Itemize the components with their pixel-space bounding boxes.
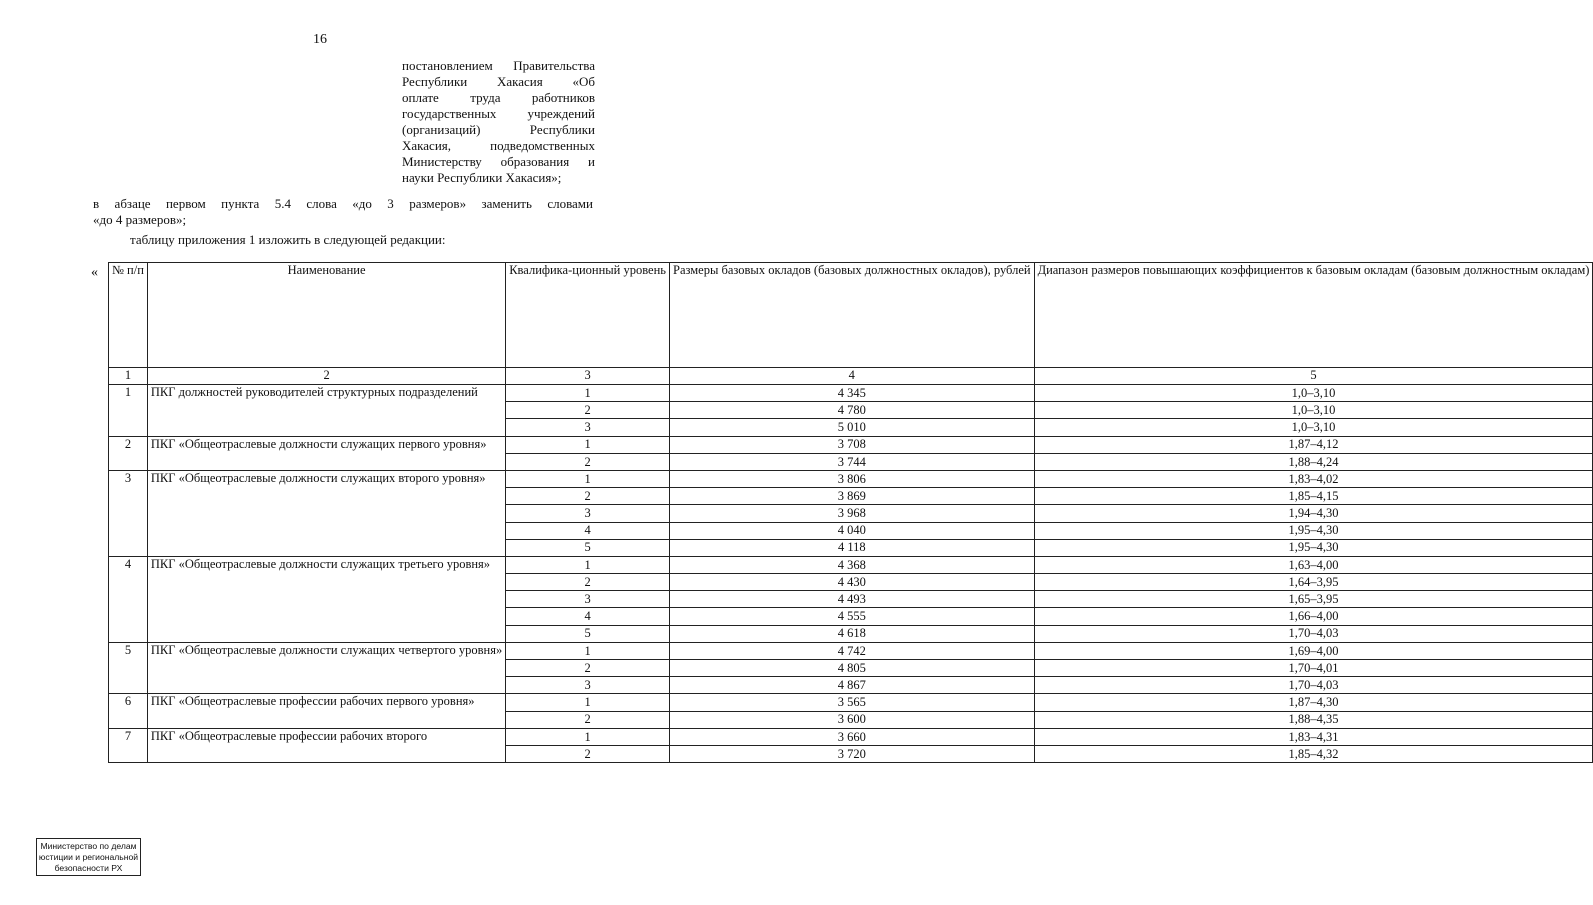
base-salary: 3 968 xyxy=(670,505,1035,522)
coefficient-range: 1,65–3,95 xyxy=(1034,591,1593,608)
group-name: ПКГ «Общеотраслевые профессии рабочих второго xyxy=(147,728,505,762)
header-level: Квалифика-ционный уровень xyxy=(506,263,670,368)
table-row xyxy=(109,694,1593,711)
coefficient-range: 1,87–4,30 xyxy=(1034,694,1593,711)
qualification-level: 1 xyxy=(506,385,670,402)
group-number: 3 xyxy=(109,470,148,556)
base-salary: 4 368 xyxy=(670,556,1035,573)
table-row xyxy=(109,642,1593,659)
decree-reference-line: Республики Хакасия «Об xyxy=(402,74,595,89)
base-salary: 3 708 xyxy=(670,436,1035,453)
qualification-level: 1 xyxy=(506,470,670,487)
coefficient-range: 1,95–4,30 xyxy=(1034,539,1593,556)
base-salary: 4 805 xyxy=(670,660,1035,677)
base-salary: 4 555 xyxy=(670,608,1035,625)
decree-reference-line: Хакасия, подведомственных xyxy=(402,138,595,153)
base-salary: 4 618 xyxy=(670,625,1035,642)
group-number: 2 xyxy=(109,436,148,470)
table-row xyxy=(109,556,1593,573)
qualification-level: 4 xyxy=(506,608,670,625)
group-number: 1 xyxy=(109,385,148,437)
coefficient-range: 1,0–3,10 xyxy=(1034,402,1593,419)
table-intro-paragraph: таблицу приложения 1 изложить в следующей редакции: xyxy=(130,232,446,247)
coefficient-range: 1,70–4,03 xyxy=(1034,625,1593,642)
table-header-row xyxy=(109,263,1593,368)
coefficient-range: 1,64–3,95 xyxy=(1034,574,1593,591)
header-range: Диапазон размеров повышающих коэффициентов к базовым окладам (базовым должностным окладам) xyxy=(1034,263,1593,368)
qualification-level: 3 xyxy=(506,419,670,436)
page-number: 16 xyxy=(313,32,327,47)
group-name: ПКГ «Общеотраслевые должности служащих третьего уровня» xyxy=(147,556,505,642)
qualification-level: 1 xyxy=(506,436,670,453)
decree-reference-line: Министерству образования и xyxy=(402,154,595,169)
coefficient-range: 1,63–4,00 xyxy=(1034,556,1593,573)
base-salary: 3 869 xyxy=(670,488,1035,505)
base-salary: 4 780 xyxy=(670,402,1035,419)
qualification-level: 1 xyxy=(506,642,670,659)
group-name: ПКГ «Общеотраслевые должности служащих четвертого уровня» xyxy=(147,642,505,694)
base-salary: 4 430 xyxy=(670,574,1035,591)
coefficient-range: 1,83–4,31 xyxy=(1034,728,1593,745)
coefficient-range: 1,85–4,32 xyxy=(1034,745,1593,762)
qualification-level: 2 xyxy=(506,488,670,505)
coefficient-range: 1,87–4,12 xyxy=(1034,436,1593,453)
qualification-level: 2 xyxy=(506,711,670,728)
decree-reference-line: постановлением Правительства xyxy=(402,58,595,73)
table-row xyxy=(109,470,1593,487)
group-name: ПКГ должностей руководителей структурных подразделений xyxy=(147,385,505,437)
base-salary: 4 345 xyxy=(670,385,1035,402)
coefficient-range: 1,0–3,10 xyxy=(1034,419,1593,436)
qualification-level: 1 xyxy=(506,694,670,711)
qualification-level: 5 xyxy=(506,625,670,642)
base-salary: 5 010 xyxy=(670,419,1035,436)
table-row xyxy=(109,436,1593,453)
column-number: 3 xyxy=(506,368,670,385)
coefficient-range: 1,83–4,02 xyxy=(1034,470,1593,487)
base-salary: 3 660 xyxy=(670,728,1035,745)
group-number: 5 xyxy=(109,642,148,694)
coefficient-range: 1,0–3,10 xyxy=(1034,385,1593,402)
table-row xyxy=(109,385,1593,402)
coefficient-range: 1,85–4,15 xyxy=(1034,488,1593,505)
base-salary: 4 742 xyxy=(670,642,1035,659)
base-salary: 4 118 xyxy=(670,539,1035,556)
base-salary: 4 493 xyxy=(670,591,1035,608)
amendment-paragraph-line: «до 4 размеров»; xyxy=(93,212,187,227)
header-num: № п/п xyxy=(109,263,148,368)
base-salary: 3 806 xyxy=(670,470,1035,487)
qualification-level: 2 xyxy=(506,745,670,762)
qualification-level: 3 xyxy=(506,505,670,522)
decree-reference-line: государственных учреждений xyxy=(402,106,595,121)
group-number: 7 xyxy=(109,728,148,762)
qualification-level: 1 xyxy=(506,556,670,573)
coefficient-range: 1,95–4,30 xyxy=(1034,522,1593,539)
column-number-row xyxy=(109,368,1593,385)
header-size: Размеры базовых окладов (базовых должностных окладов), рублей xyxy=(670,263,1035,368)
header-name: Наименование xyxy=(147,263,505,368)
qualification-level: 2 xyxy=(506,660,670,677)
amendment-paragraph-line: в абзаце первом пункта 5.4 слова «до 3 размеров» заменить словами xyxy=(93,196,593,211)
coefficient-range: 1,88–4,35 xyxy=(1034,711,1593,728)
qualification-level: 3 xyxy=(506,591,670,608)
base-salary: 3 720 xyxy=(670,745,1035,762)
coefficient-range: 1,88–4,24 xyxy=(1034,453,1593,470)
coefficient-range: 1,69–4,00 xyxy=(1034,642,1593,659)
table-row xyxy=(109,728,1593,745)
coefficient-range: 1,66–4,00 xyxy=(1034,608,1593,625)
coefficient-range: 1,70–4,01 xyxy=(1034,660,1593,677)
group-name: ПКГ «Общеотраслевые должности служащих первого уровня» xyxy=(147,436,505,470)
column-number: 4 xyxy=(670,368,1035,385)
column-number: 2 xyxy=(147,368,505,385)
opening-quote-mark: « xyxy=(91,265,98,280)
group-number: 4 xyxy=(109,556,148,642)
group-name: ПКГ «Общеотраслевые профессии рабочих первого уровня» xyxy=(147,694,505,728)
base-salary: 4 040 xyxy=(670,522,1035,539)
decree-reference-line: науки Республики Хакасия»; xyxy=(402,170,562,185)
group-number: 6 xyxy=(109,694,148,728)
qualification-level: 2 xyxy=(506,574,670,591)
column-number: 5 xyxy=(1034,368,1593,385)
decree-reference-line: (организаций) Республики xyxy=(402,122,595,137)
qualification-level: 1 xyxy=(506,728,670,745)
group-name: ПКГ «Общеотраслевые должности служащих второго уровня» xyxy=(147,470,505,556)
ministry-stamp: Министерство по делам юстиции и региональной безопасности РХ xyxy=(36,838,141,876)
qualification-level: 2 xyxy=(506,402,670,419)
base-salary: 4 867 xyxy=(670,677,1035,694)
qualification-level: 4 xyxy=(506,522,670,539)
qualification-level: 3 xyxy=(506,677,670,694)
qualification-level: 5 xyxy=(506,539,670,556)
salary-table xyxy=(108,262,1593,763)
decree-reference-block xyxy=(402,58,595,186)
qualification-level: 2 xyxy=(506,453,670,470)
base-salary: 3 744 xyxy=(670,453,1035,470)
base-salary: 3 565 xyxy=(670,694,1035,711)
column-number: 1 xyxy=(109,368,148,385)
coefficient-range: 1,94–4,30 xyxy=(1034,505,1593,522)
decree-reference-line: оплате труда работников xyxy=(402,90,595,105)
base-salary: 3 600 xyxy=(670,711,1035,728)
coefficient-range: 1,70–4,03 xyxy=(1034,677,1593,694)
